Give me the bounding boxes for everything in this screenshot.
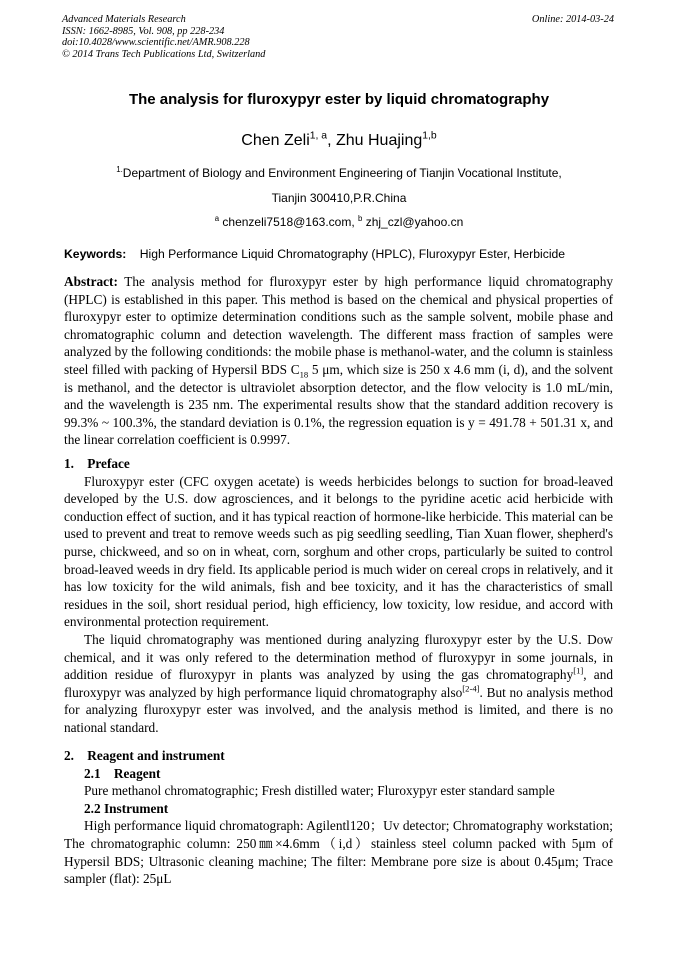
subsection-heading: 2.2 Instrument — [84, 800, 169, 816]
subsection-heading: 2.1 Reagent — [84, 765, 161, 781]
abstract-label: Abstract: — [64, 274, 118, 289]
keywords-label: Keywords: — [64, 247, 127, 261]
doi: doi:10.4028/www.scientific.net/AMR.908.228 — [62, 37, 250, 48]
email-b: zhj_czl@yahoo.cn — [365, 215, 464, 229]
author-sup: 1, a — [309, 130, 328, 142]
abstract — [64, 273, 613, 449]
email-a: chenzeli7518@163.com, — [222, 215, 355, 229]
author-name: Chen Zeli — [241, 132, 310, 149]
emails — [0, 215, 678, 229]
affiliation-line1 — [0, 166, 678, 180]
text: . But no analysis method for analyzing fluroxypyr ester was involved, and the analysis method is limited, and there is no national standard. — [64, 684, 613, 735]
abstract-text: 5 μm, which size is 250 x 4.6 mm (i, d), and the solvent is methanol, and the detector is ultraviolet absorption detector, and the flow velocity is 1.0 mL/min, and the wavelength is 235 nm. The experimental results show that the standard addition recovery is 99.3% ~ 100.3%, the standard deviation is 0.1%, the regression equation is y = 491.78 + 501.31 x, and the linear correlation coefficient is 0.9997. — [64, 361, 613, 448]
abstract-text: The analysis method for fluroxypyr ester by high performance liquid chromatography (HPLC) is established in this paper. This method is based on the chemical and physical properties of fluroxypyr ester to optimize determination conditions such as the sample solvent, mobile phase and chromatographic column and detection wavelength. The different mass fraction of samples were analyzed by the following conditionds: the mobile phase is methanol-water, and the column is stainless steel filled with packing of Hypersil BDS C — [64, 274, 613, 377]
paragraph: High performance liquid chromatograph: Agilentl120；Uv detector; Chromatography workstation; The chromatographic column: 250㎜×4.6mm（i,d）stainless steel column packed with 5μm of Hypersil BDS; Ultrasonic cleaning machine; The filter: Membrane pore size is about 0.45μm; Trace sampler (flat): 25μL — [64, 818, 613, 887]
email-sup: a — [214, 214, 220, 223]
section-heading: 1. Preface — [64, 456, 130, 471]
paper-title: The analysis for fluroxypyr ester by liquid chromatography — [128, 91, 550, 108]
section-preface — [64, 455, 613, 737]
text: , and fluroxypyr was analyzed by high performance liquid chromatography also — [64, 667, 613, 700]
copyright: © 2014 Trans Tech Publications Ltd, Switzerland — [62, 48, 266, 60]
journal-header — [62, 14, 265, 60]
section-reagent — [64, 747, 613, 888]
text: The liquid chromatography was mentioned during analyzing fluroxypyr ester by the U.S. Dow chemical, and it was only refered to the determination method of fluroxypyr in some journals, in addition residue of fluroxypyr in plants was analyzed by using the gas chromatography — [64, 631, 613, 683]
keywords-text: High Performance Liquid Chromatography (HPLC), Fluroxypyr Ester, Herbicide — [139, 247, 566, 261]
paragraph: Pure methanol chromatographic; Fresh distilled water; Fluroxypyr ester standard sample — [84, 783, 555, 799]
authors: Chen Zeli$^{1, a}$, Zhu Huajing$^{1,b}$ — [241, 130, 437, 149]
affiliation-text: Department of Biology and Environment Engineering of Tianjin Vocational Institute, — [122, 166, 562, 180]
paragraph — [64, 631, 613, 737]
paragraph: Fluroxypyr ester (CFC oxygen acetate) is weeds herbicides belongs to suction for broad-leaved developed by the U.S. dow agrosciences, and it belongs to the pyridine acetic acid herbicide with conduction effect of suction, and it has typical reaction of hormone-like herbicide. This material can be used to prevent and treat to remove weeds such as pig seedling seedling, Tian Xuan flower, shepherd's purse, chickweed, and so on in wheat, corn, sorghum and other crops, particularly be suited to control broad-leaved weeds in dry field. Its applicable period is much wider on cereal crops in relatively, and it has low toxicity for the wild animals, fish and bee toxicity, and it has the characteristics of small residues in the soil, short residual period, high efficiency, low toxicity, low residue, and accord with environmental protection requirement. — [64, 473, 613, 630]
subscript: 18 — [299, 369, 309, 380]
journal-name: Advanced Materials Research — [62, 14, 186, 25]
section-heading: 2. Reagent and instrument — [64, 748, 225, 763]
author-sup: 1,b — [422, 130, 437, 142]
affiliation-sup: 1. — [116, 165, 123, 174]
email-sup: b — [358, 214, 363, 223]
online-date: Online: 2014-03-24 — [531, 14, 614, 25]
citation: [1] — [573, 665, 584, 676]
affiliation-line2: Tianjin 300410,P.R.China — [271, 191, 407, 205]
keywords — [64, 247, 565, 261]
issn: ISSN: 1662-8985, Vol. 908, pp 228-234 — [62, 25, 225, 37]
citation: [2-4] — [462, 683, 480, 694]
author-name: Zhu Huajing — [335, 132, 423, 149]
